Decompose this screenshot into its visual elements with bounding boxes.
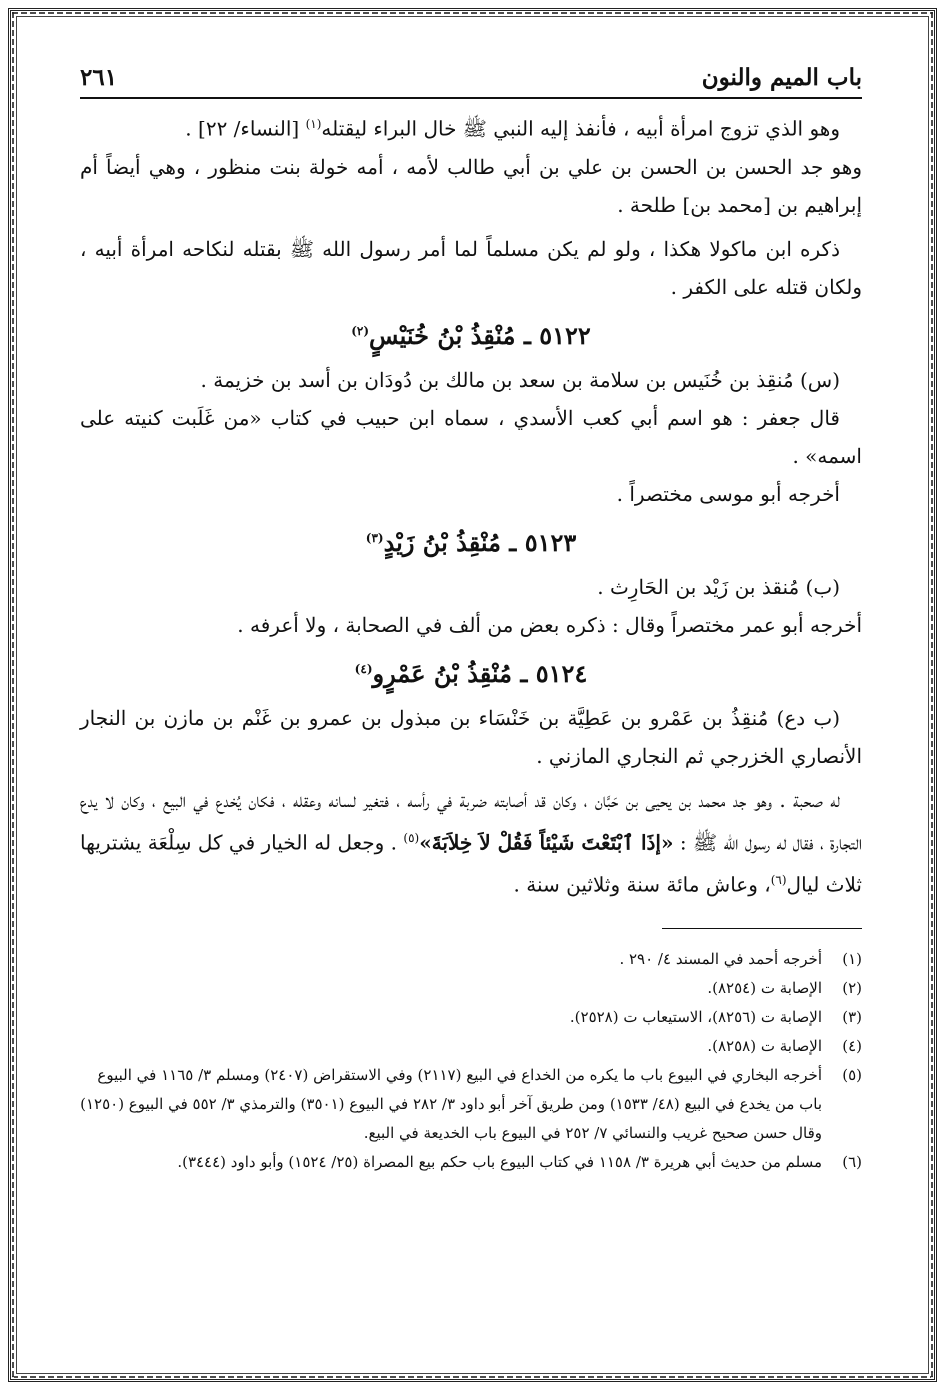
page-number: ٢٦١ [80, 64, 118, 91]
footnote-text: الإصابة ت (٨٢٥٦)، الاستيعاب ت (٢٥٢٨). [569, 1007, 822, 1026]
entry-title-5124: ٥١٢٤ ـ مُنْقِذُ بْنُ عَمْرٍو [372, 658, 588, 688]
footnote-number: (١) [842, 949, 862, 968]
chapter-title: باب الميم والنون [701, 64, 862, 91]
paragraph-9: (ب دع) مُنقِذُ بن عَمْرو بن عَطِيَّة بن خَنْسَاء بن مبذول بن عمرو بن غَنْم بن مازن بن النجار الأنصاري الخزرجي ثم النجاري المازني . [80, 705, 862, 768]
footnote-text: الإصابة ت (٨٢٥٤). [707, 978, 822, 997]
footnote-ref-4[interactable]: (٤) [354, 661, 373, 676]
footnote-4 [80, 1032, 862, 1061]
footnote-ref-2[interactable]: (٢) [351, 323, 370, 338]
page-content [80, 64, 862, 1177]
paragraph-1-end: [النساء/ ٢٢] . [185, 116, 306, 141]
footnote-2 [80, 974, 862, 1003]
entry-title-5122: ٥١٢٢ ـ مُنْقِذُ بْنُ خُنَيْسٍ [369, 320, 591, 350]
footnote-text: أخرجه أحمد في المسند ٤/ ٢٩٠ . [619, 949, 822, 968]
footnote-text: مسلم من حديث أبي هريرة ٣/ ١١٥٨ في كتاب البيوع باب حكم بيع المصراة (٢٥/ ١٥٢٤) وأبو داود (٣٤٤٤). [177, 1152, 822, 1171]
footnote-number: (٤) [842, 1036, 862, 1055]
footnotes [80, 945, 862, 1177]
entry-title-5123: ٥١٢٣ ـ مُنْقِذُ بْنُ زَيْدٍ [383, 527, 577, 557]
paragraph-2: وهو جد الحسن بن الحسن بن علي بن أبي طالب لأمه ، أمه خولة بنت منظور ، وهي أيضاً أم إبراهيم بن [محمد بن] طلحة . [80, 154, 862, 217]
footnote-ref-1[interactable]: (١) [305, 117, 322, 131]
footnote-number: (٥) [842, 1065, 862, 1084]
paragraph-8: أخرجه أبو عمر مختصراً وقال : ذكره بعض من ألف في الصحابة ، ولا أعرفه . [237, 612, 862, 637]
paragraph-10-text-a: له صحبة . وهو جد محمد بن يحيى بن حَبَّان ، وكان قد أصابته ضربة في رأسه ، فتغير لسانه وعقله ، فكان يُخدع في البيع ، وكان لا يدع التجارة ، فقال له رسول الله ﷺ : [80, 787, 863, 855]
paragraph-3: ذكره ابن ماكولا هكذا ، ولو لم يكن مسلماً لما أمر رسول الله ﷺ بقتله لنكاحه امرأة أبيه ، ولكان قتله على الكفر . [80, 236, 862, 299]
footnote-text: أخرجه البخاري في البيوع باب ما يكره من الخداع في البيع (٢١١٧) وفي الاستقراض (٢٤٠٧) ومسلم ٣/ ١١٦٥ في البيوع باب من يخدع في البيع (٤٨/ ١٥٣٣) ومن طريق آخر أبو داود ٣/ ٢٨٢ في البيوع (٣٥٠١) والترمذي ٣/ ٥٥٢ في البيوع (١٢٥٠) وقال حسن صحيح غريب والنسائي ٧/ ٢٥٢ في البيوع باب الخديعة في البيع. [80, 1065, 822, 1142]
paragraph-6: أخرجه أبو موسى مختصراً . [616, 481, 840, 506]
hadith-quote: «إذَا ٱبْتَعْتَ شَيْئاً فَقُلْ لاَ خِلاَبَةَ» [419, 830, 674, 855]
entry-heading-5122 [80, 308, 862, 359]
footnote-ref-6[interactable]: (٦) [770, 873, 787, 888]
paragraph-7: (ب) مُنقذ بن زَيْد بن الحَارِث . [597, 574, 840, 599]
footnote-number: (٦) [842, 1152, 862, 1171]
footnote-separator [662, 928, 862, 929]
footnote-ref-5[interactable]: (٥) [403, 830, 420, 845]
paragraph-4: (س) مُنقِذ بن خُنَيس بن سلامة بن سعد بن مالك بن دُودَان بن أسد بن خزيمة . [200, 367, 840, 392]
footnote-6 [80, 1148, 862, 1177]
paragraph-10-text-c: ، وعاش مائة سنة وثلاثين سنة . [513, 872, 771, 897]
footnote-ref-3[interactable]: (٣) [365, 530, 384, 545]
entry-heading-5124 [80, 646, 862, 697]
paragraph-5: قال جعفر : هو اسم أبي كعب الأسدي ، سماه ابن حبيب في كتاب «من غَلَبت كنيته على اسمه» . [80, 405, 862, 468]
entry-heading-5123 [80, 515, 862, 566]
footnote-text: الإصابة ت (٨٢٥٨). [707, 1036, 822, 1055]
footnote-5 [80, 1061, 862, 1148]
footnote-3 [80, 1003, 862, 1032]
footnote-1 [80, 945, 862, 974]
footnote-number: (٣) [842, 1007, 862, 1026]
paragraph-1-text: وهو الذي تزوج امرأة أبيه ، فأنفذ إليه النبي ﷺ خال البراء ليقتله [321, 116, 840, 141]
paragraph-10 [80, 781, 862, 904]
running-header [80, 64, 862, 99]
footnote-number: (٢) [842, 978, 862, 997]
paragraph-10-text-b: . وجعل له الخيار في كل سِلْعَة يشتريها ثلاث ليال [80, 830, 862, 897]
paragraph-1 [80, 105, 862, 148]
